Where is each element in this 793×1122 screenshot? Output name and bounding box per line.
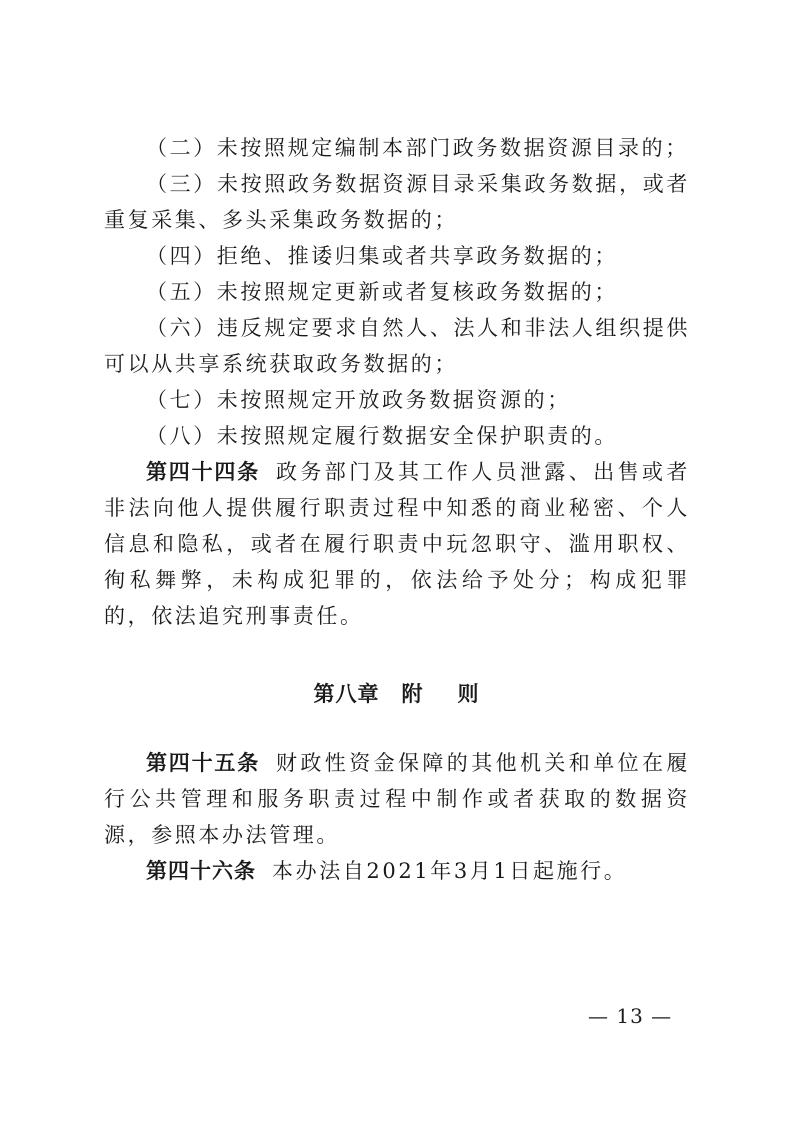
list-item: （三）未按照政务数据资源目录采集政务数据，或者重复采集、多头采集政务数据的；	[104, 172, 690, 232]
item-list	[104, 130, 690, 634]
page-number: — 13 —	[588, 1004, 673, 1028]
article-45-text: 财政性资金保障的其他机关和单位在履行公共管理和服务职责过程中制作或者获取的数据资源，参照本办法管理。	[104, 751, 690, 847]
article-44-label: 第四十四条	[146, 460, 260, 484]
chapter-number: 第八章	[313, 682, 380, 706]
article-46-label: 第四十六条	[146, 859, 256, 883]
article-46	[104, 853, 690, 889]
article-45-label: 第四十五条	[146, 751, 260, 775]
list-item: （二）未按照规定编制本部门政务数据资源目录的；	[146, 136, 689, 160]
article-46-text: 本办法自2021年3月1日起施行。	[272, 859, 628, 883]
list-item: （八）未按照规定履行数据安全保护职责的。	[146, 424, 618, 448]
chapter-heading	[0, 676, 793, 712]
article-45	[104, 745, 690, 853]
chapter-title-part2: 则	[457, 682, 480, 706]
article-44-text: 政务部门及其工作人员泄露、出售或者非法向他人提供履行职责过程中知悉的商业秘密、个人信息和隐私，或者在履行职责中玩忽职守、滥用职权、徇私舞弊，未构成犯罪的，依法给予处分；构成犯罪的，依法追究刑事责任。	[104, 460, 690, 628]
list-item: （四）拒绝、推诿归集或者共享政务数据的；	[146, 244, 618, 268]
final-articles	[104, 745, 690, 889]
chapter-title-part1: 附	[401, 682, 424, 706]
article-44	[104, 454, 690, 634]
list-item: （五）未按照规定更新或者复核政务数据的；	[146, 280, 618, 304]
list-item: （七）未按照规定开放政务数据资源的；	[146, 388, 571, 412]
list-item: （六）违反规定要求自然人、法人和非法人组织提供可以从共享系统获取政务数据的；	[104, 316, 690, 376]
